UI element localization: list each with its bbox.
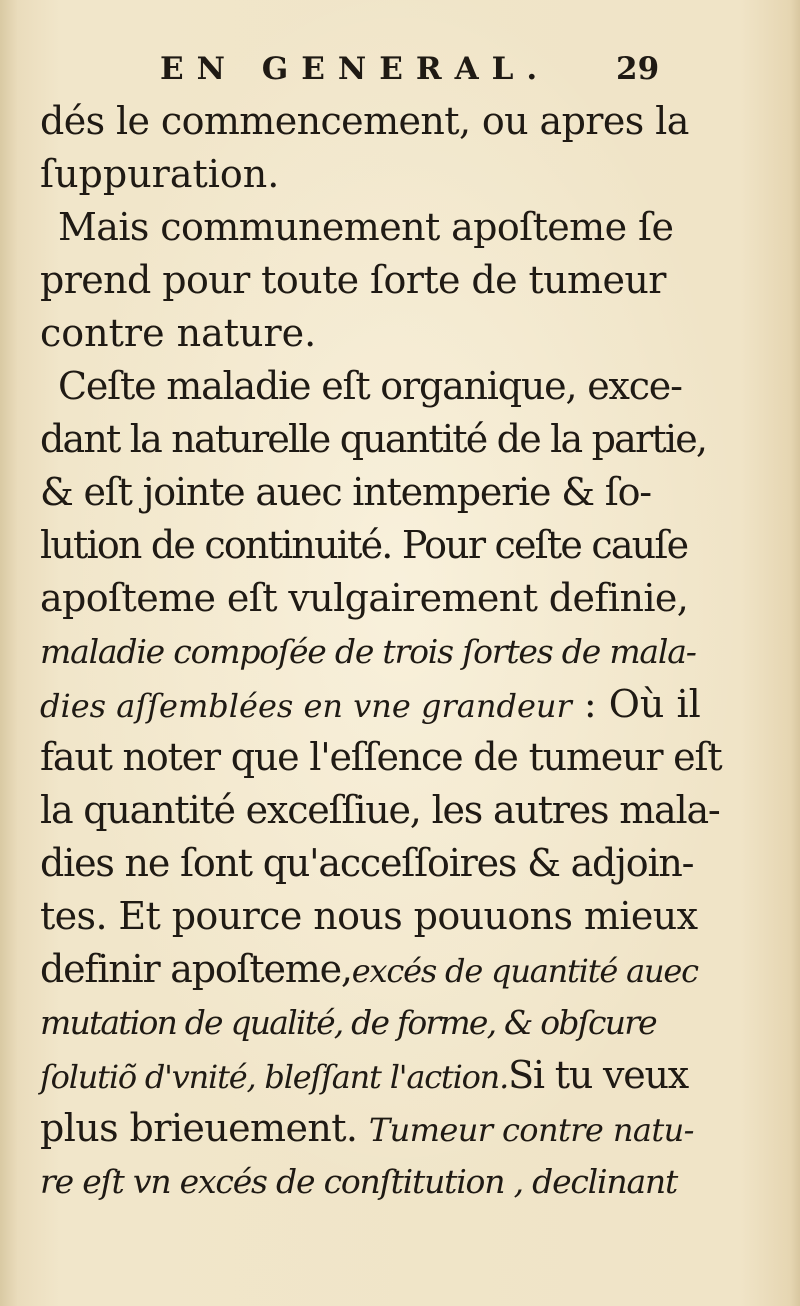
text-line: re eſt vn excés de conſtitution , declinant xyxy=(40,1162,678,1201)
text-line: Mais communement apoſteme ſe xyxy=(58,205,674,249)
text-fragment: plus brieuement. xyxy=(40,1106,358,1150)
text-line: maladie compoſée de trois ſortes de mala- xyxy=(40,632,696,671)
text-line: dant la naturelle quantité de la partie, xyxy=(40,417,707,461)
italic-phrase: ſolutiõ d'vnité, bleſſant l'action. xyxy=(40,1058,509,1096)
body-text xyxy=(40,95,740,1208)
text-line: lution de continuité. Pour ceſte cauſe xyxy=(40,523,688,567)
page-header xyxy=(0,44,800,94)
text-line: faut noter que l'eſſence de tumeur eſt xyxy=(40,735,722,779)
text-line: apoſteme eſt vulgairement definie, xyxy=(40,576,689,620)
italic-phrase: excés de quantité auec xyxy=(351,952,698,990)
text-line: dés le commencement, ou apres la xyxy=(40,99,689,143)
text-line xyxy=(40,943,740,996)
page-number: 29 xyxy=(616,51,660,87)
text-line xyxy=(40,678,740,731)
text-line: ſuppuration. xyxy=(40,152,280,196)
text-line: la quantité exceſſiue, les autres mala- xyxy=(40,788,720,832)
text-line: prend pour toute ſorte de tumeur xyxy=(40,258,666,302)
text-line: dies ne ſont qu'acceſſoires & adjoin- xyxy=(40,841,694,885)
text-fragment: Si tu veux xyxy=(508,1053,689,1097)
text-line: Ceſte maladie eſt organique, exce- xyxy=(58,364,682,408)
italic-phrase: Tumeur contre natu- xyxy=(368,1111,694,1149)
italic-phrase: dies aſſemblées en vne grandeur xyxy=(40,687,572,725)
text-fragment: definir apoſteme, xyxy=(40,947,352,991)
text-line: & eſt jointe auec intemperie & ſo- xyxy=(40,470,651,514)
text-line xyxy=(40,1049,740,1102)
text-line: tes. Et pource nous pouuons mieux xyxy=(40,894,698,938)
text-line: contre nature. xyxy=(40,311,317,355)
running-head: EN GENERAL. xyxy=(160,51,551,87)
text-line xyxy=(40,1102,740,1155)
text-fragment: : Où il xyxy=(583,682,701,726)
text-line: mutation de qualité, de forme, & obſcure xyxy=(40,1003,656,1042)
